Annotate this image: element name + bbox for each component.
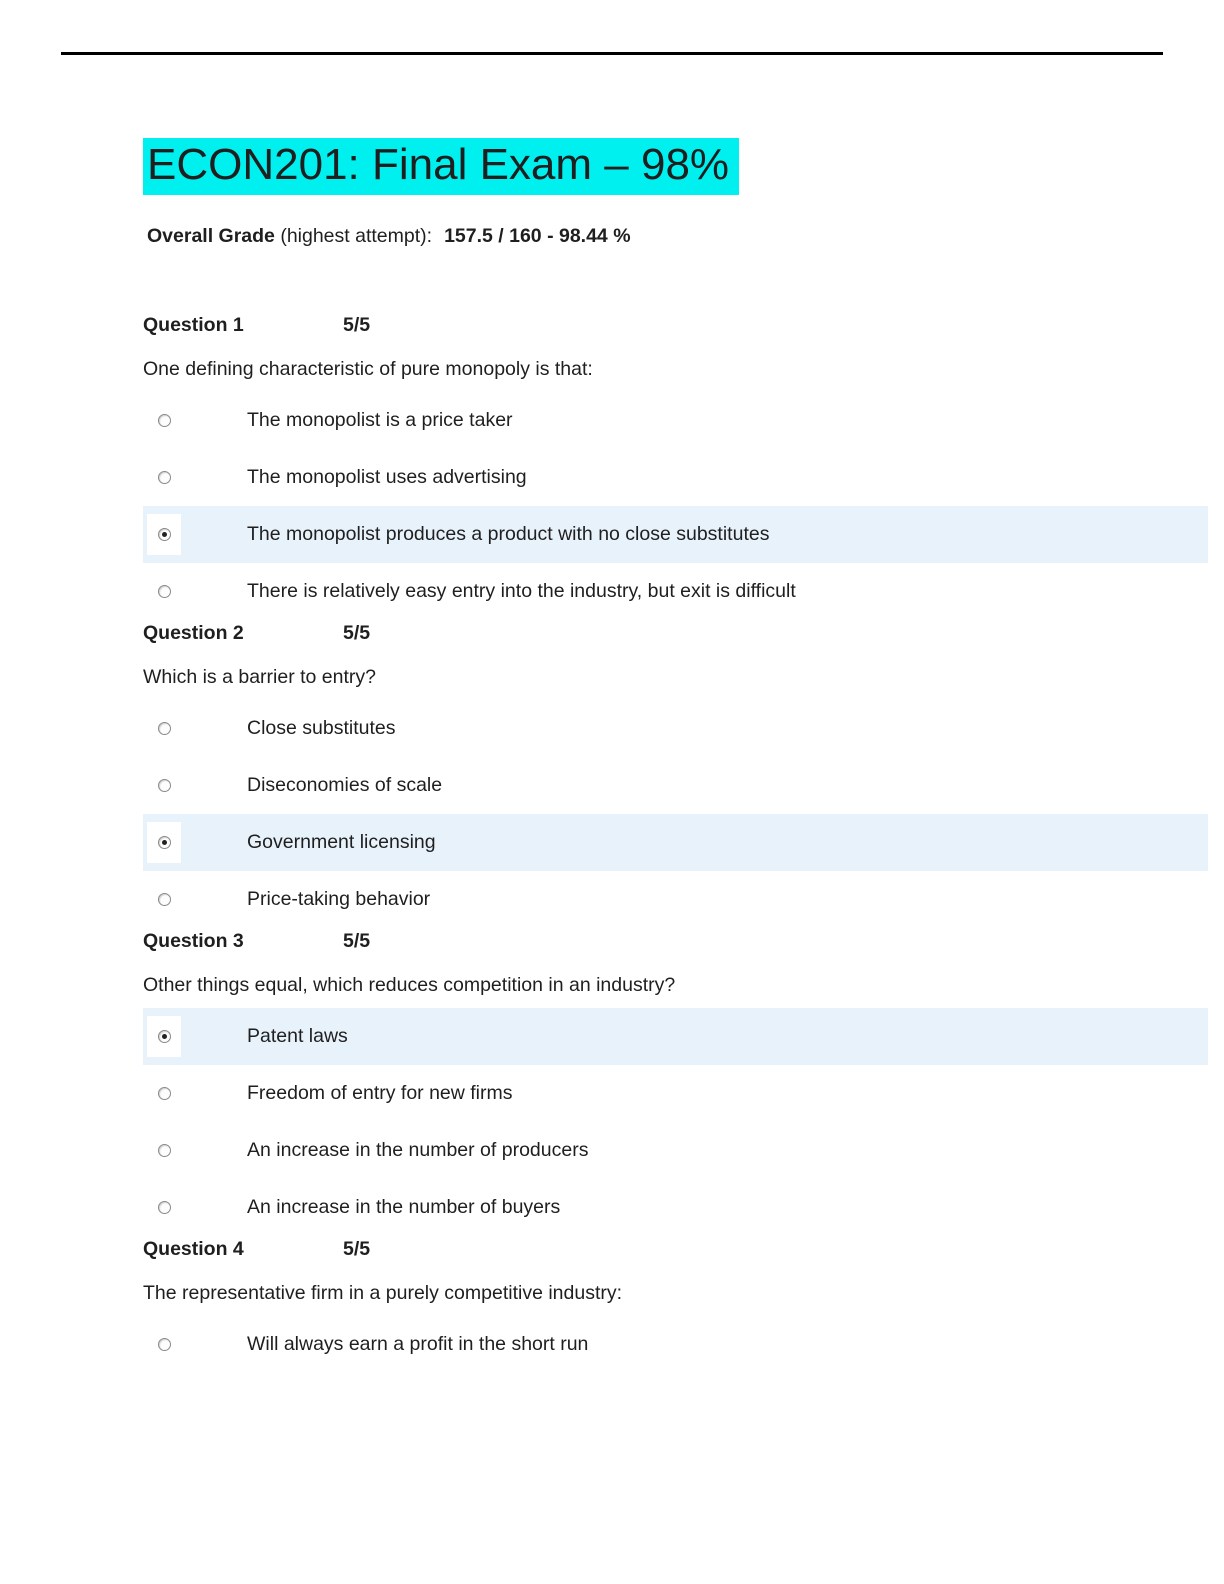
question-header <box>143 620 1208 646</box>
option-row <box>143 563 1208 620</box>
option-row <box>143 449 1208 506</box>
question-label: Question 4 <box>143 1238 244 1261</box>
radio-button[interactable] <box>158 585 171 598</box>
question-text: Other things equal, which reduces competition in an industry? <box>143 974 676 997</box>
option-label: Diseconomies of scale <box>247 774 443 797</box>
option-row-selected <box>143 814 1208 871</box>
radio-button[interactable] <box>158 893 171 906</box>
option-row <box>143 1065 1208 1122</box>
option-label: Will always earn a profit in the short run <box>247 1333 589 1356</box>
option-label: Freedom of entry for new firms <box>247 1082 513 1105</box>
radio-button[interactable] <box>158 1201 171 1214</box>
page-title-highlight: ECON201: Final Exam – 98% <box>143 138 739 195</box>
option-row-selected <box>143 506 1208 563</box>
radio-cell <box>147 765 181 806</box>
radio-button[interactable] <box>158 1030 171 1043</box>
options-list <box>143 1008 1208 1236</box>
radio-button[interactable] <box>158 414 171 427</box>
radio-cell <box>147 457 181 498</box>
question-label: Question 2 <box>143 622 244 645</box>
options-list <box>143 1316 1208 1373</box>
question-score: 5/5 <box>343 622 371 645</box>
option-row <box>143 1179 1208 1236</box>
question-block <box>143 620 1208 928</box>
question-header <box>143 1236 1208 1262</box>
radio-cell <box>147 1016 181 1057</box>
question-header <box>143 928 1208 954</box>
radio-button[interactable] <box>158 1338 171 1351</box>
radio-button[interactable] <box>158 836 171 849</box>
radio-cell <box>147 708 181 749</box>
option-row-selected <box>143 1008 1208 1065</box>
radio-cell <box>147 571 181 612</box>
question-score: 5/5 <box>343 314 371 337</box>
radio-button[interactable] <box>158 1144 171 1157</box>
options-list <box>143 700 1208 928</box>
option-label: Patent laws <box>247 1025 348 1048</box>
question-text: Which is a barrier to entry? <box>143 666 377 689</box>
radio-button[interactable] <box>158 471 171 484</box>
option-row <box>143 700 1208 757</box>
radio-button[interactable] <box>158 779 171 792</box>
option-row <box>143 1122 1208 1179</box>
radio-cell <box>147 1187 181 1228</box>
overall-grade-label: Overall Grade <box>147 225 275 248</box>
page-content <box>143 0 1208 1373</box>
question-block <box>143 1236 1208 1373</box>
question-score: 5/5 <box>343 930 371 953</box>
question-score: 5/5 <box>343 1238 371 1261</box>
option-label: An increase in the number of buyers <box>247 1196 561 1219</box>
questions <box>143 312 1208 1373</box>
option-row <box>143 871 1208 928</box>
option-label: The monopolist produces a product with no close substitutes <box>247 523 770 546</box>
radio-cell <box>147 879 181 920</box>
options-list <box>143 392 1208 620</box>
option-row <box>143 757 1208 814</box>
option-label: The monopolist uses advertising <box>247 466 527 489</box>
question-text: The representative firm in a purely competitive industry: <box>143 1282 623 1305</box>
overall-grade-line <box>143 225 1208 248</box>
radio-cell <box>147 822 181 863</box>
question-text: One defining characteristic of pure monopoly is that: <box>143 358 593 381</box>
radio-button[interactable] <box>158 722 171 735</box>
option-row <box>143 1316 1208 1373</box>
radio-cell <box>147 514 181 555</box>
radio-button[interactable] <box>158 528 171 541</box>
question-block <box>143 312 1208 620</box>
question-block <box>143 928 1208 1236</box>
radio-cell <box>147 1073 181 1114</box>
radio-cell <box>147 1130 181 1171</box>
radio-cell <box>147 1324 181 1365</box>
option-label: Government licensing <box>247 831 436 854</box>
option-label: The monopolist is a price taker <box>247 409 513 432</box>
overall-grade-value: 157.5 / 160 - 98.44 % <box>444 225 631 248</box>
overall-grade-suffix: (highest attempt): <box>274 225 433 248</box>
option-row <box>143 392 1208 449</box>
radio-cell <box>147 400 181 441</box>
question-label: Question 3 <box>143 930 244 953</box>
option-label: There is relatively easy entry into the industry, but exit is difficult <box>247 580 796 603</box>
option-label: Close substitutes <box>247 717 396 740</box>
page-title <box>143 136 1208 193</box>
radio-button[interactable] <box>158 1087 171 1100</box>
question-header <box>143 312 1208 338</box>
option-label: Price-taking behavior <box>247 888 431 911</box>
option-label: An increase in the number of producers <box>247 1139 589 1162</box>
question-label: Question 1 <box>143 314 244 337</box>
